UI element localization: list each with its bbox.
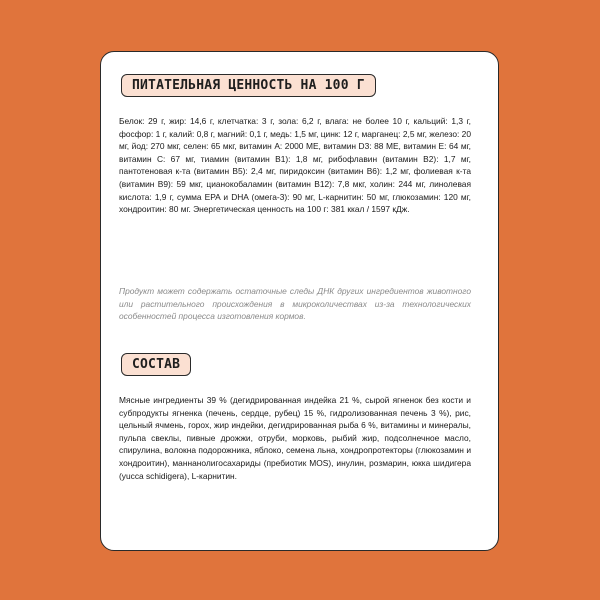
nutrition-text: Белок: 29 г, жир: 14,6 г, клетчатка: 3 г, зола: 6,2 г, влага: не более 10 г, кальций: 1,3 г, фосфор: 1 г, калий: 0,8 г, магний: 0,1 г, медь: 1,5 мг, цинк: 12 г, марганец: 2,5 мг, железо: 20 мг, йод: 270 мкг, селен: 65 мкг, витамин A: 2000 МЕ, витамин D3: 88 МЕ, витамин E: 64 мг, витамин C: 67 мг, тиамин (витамин B1): 1,8 мг, рибофлавин (витамин B2): 1,7 мг, пантотеновая к-та (витамин B5): 2,4 мг, пиридоксин (витамин B6): 1,2 мг, фолиевая к-та (витамин B9): 59 мкг, цианокобаламин (витамин B12): 7,8 мкг, холин: 244 мг, линолевая кислота: 1,9 г, сумма EPA и DHA (омега-3): 90 мг, L-карнитин: 50 мг, глюкозамин: 120 мг, хондроитин: 80 мг. Энергетическая ценность на 100 г: 381 ккал / 1597 кДж. (119, 116, 471, 215)
composition-heading: СОСТАВ (121, 353, 191, 376)
nutrition-heading: ПИТАТЕЛЬНАЯ ЦЕННОСТЬ НА 100 Г (121, 74, 376, 97)
composition-text: Мясные ингредиенты 39 % (дегидрированная индейка 21 %, сырой ягненок без кости и субпродукты ягненка (печень, сердце, рубец) 15 %, гидролизованная печень 3 %), рис, цельный ячмень, горох, жир индейки, дегидрированная рыба 6 %, витамины и минералы, пульпа свеклы, пивные дрожжи, отруби, морковь, рыбий жир, подсолнечное масло, спирулина, волокна подорожника, яблоко, семена льна, хондропротекторы (глюкозамин и хондроитин), маннанолигосахариды (пребиотик MOS), инулин, розмарин, юкка шидигера (yucca schidigera), L-карнитин. (119, 395, 471, 481)
dna-note-text: Продукт может содержать остаточные следы ДНК других ингредиентов животного или растительного происхождения в микроколичествах из-за технологических особенностей процесса изготовления кормов. (119, 286, 471, 322)
info-card (100, 51, 499, 551)
